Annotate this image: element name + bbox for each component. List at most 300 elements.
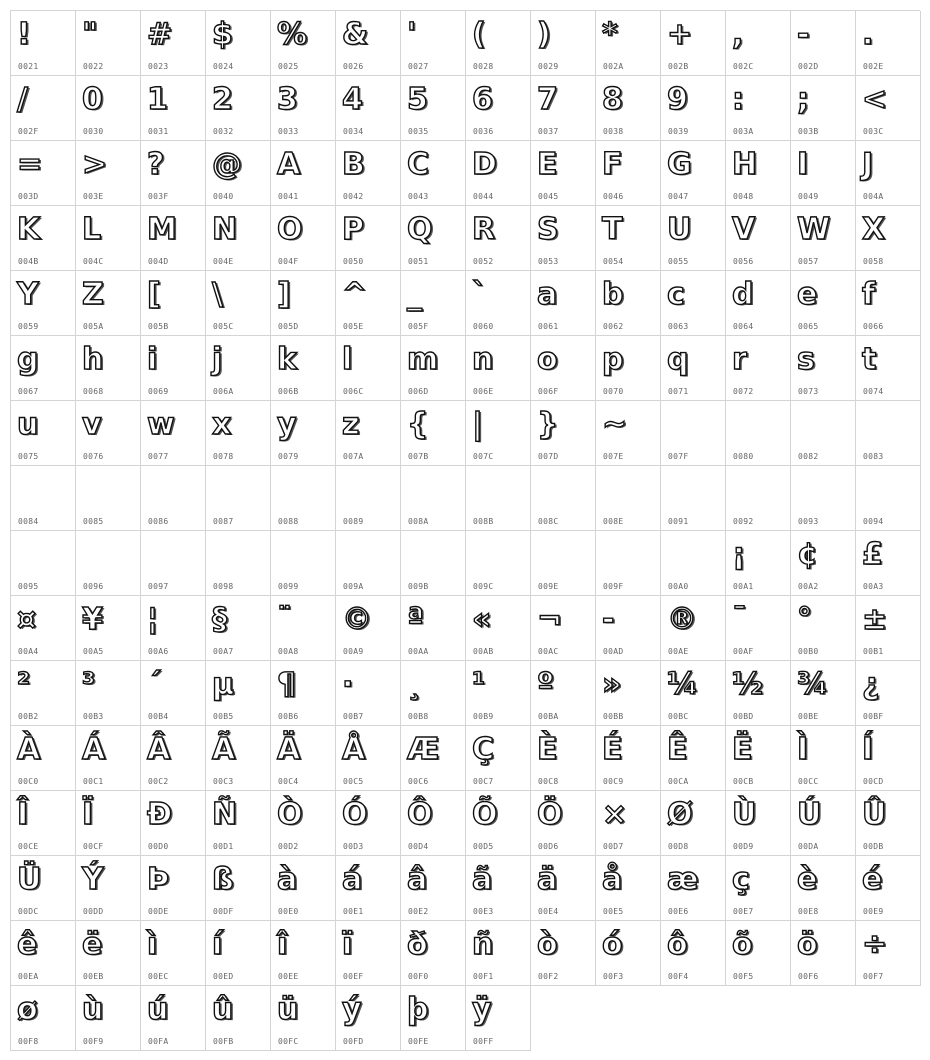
glyph-cell	[11, 726, 76, 791]
glyph-cell	[466, 726, 531, 791]
glyph-cell	[791, 76, 856, 141]
glyph-cell	[336, 726, 401, 791]
glyph-cell	[401, 921, 466, 986]
glyph-code-label: 00D2	[278, 842, 299, 851]
glyph-code-label: 007C	[473, 452, 494, 461]
glyph-sample: h	[82, 342, 103, 377]
glyph-cell	[661, 76, 726, 141]
glyph-sample: á	[342, 862, 362, 897]
glyph-cell	[401, 206, 466, 271]
glyph-cell	[661, 596, 726, 661]
glyph-code-label: 004A	[863, 192, 884, 201]
glyph-sample: U	[667, 212, 691, 247]
glyph-code-label: 00A3	[863, 582, 884, 591]
glyph-cell	[726, 466, 791, 531]
glyph-cell	[141, 856, 206, 921]
glyph-sample: Ù	[732, 797, 756, 832]
glyph-cell	[856, 921, 921, 986]
glyph-code-label: 00E5	[603, 907, 624, 916]
glyph-code-label: 00D7	[603, 842, 624, 851]
glyph-cell	[11, 206, 76, 271]
glyph-cell	[726, 596, 791, 661]
glyph-cell	[206, 856, 271, 921]
glyph-cell	[661, 856, 726, 921]
glyph-cell	[401, 271, 466, 336]
glyph-cell	[271, 856, 336, 921]
glyph-sample: õ	[732, 927, 752, 962]
glyph-cell	[531, 661, 596, 726]
glyph-cell	[271, 986, 336, 1051]
glyph-cell	[206, 466, 271, 531]
glyph-sample: N	[212, 212, 237, 247]
glyph-code-label: 00C8	[538, 777, 559, 786]
glyph-sample: z	[342, 407, 359, 442]
glyph-sample: d	[732, 277, 753, 312]
glyph-sample: ë	[82, 927, 102, 962]
glyph-code-label: 00D0	[148, 842, 169, 851]
glyph-sample: c	[667, 277, 684, 312]
glyph-sample: H	[732, 147, 757, 182]
glyph-code-label: 0079	[278, 452, 299, 461]
glyph-code-label: 00A9	[343, 647, 364, 656]
glyph-code-label: 00B5	[213, 712, 234, 721]
glyph-code-label: 0068	[83, 387, 104, 396]
glyph-code-label: 00A8	[278, 647, 299, 656]
glyph-sample: "	[82, 17, 97, 52]
glyph-code-label: 00A1	[733, 582, 754, 591]
glyph-cell	[661, 921, 726, 986]
glyph-code-label: 0093	[798, 517, 819, 526]
glyph-code-label: 005B	[148, 322, 169, 331]
glyph-cell	[726, 856, 791, 921]
glyph-code-label: 00E2	[408, 907, 429, 916]
glyph-code-label: 00E8	[798, 907, 819, 916]
glyph-code-label: 0036	[473, 127, 494, 136]
glyph-sample: Z	[82, 277, 103, 312]
glyph-sample: ×	[602, 797, 627, 832]
glyph-sample: û	[212, 992, 233, 1027]
glyph-code-label: 00D5	[473, 842, 494, 851]
glyph-code-label: 0085	[83, 517, 104, 526]
glyph-sample: Ë	[732, 732, 752, 767]
glyph-code-label: 008E	[603, 517, 624, 526]
glyph-sample: f	[862, 277, 875, 312]
glyph-sample: 8	[602, 82, 622, 117]
glyph-cell	[661, 271, 726, 336]
glyph-code-label: 00C3	[213, 777, 234, 786]
glyph-cell	[531, 856, 596, 921]
glyph-cell	[531, 466, 596, 531]
glyph-sample: ç	[732, 862, 749, 897]
glyph-sample: Å	[342, 732, 365, 767]
glyph-sample: J	[862, 147, 873, 182]
glyph-cell	[141, 596, 206, 661]
glyph-cell	[76, 271, 141, 336]
glyph-sample: à	[277, 862, 297, 897]
glyph-cell	[11, 76, 76, 141]
glyph-code-label: 0099	[278, 582, 299, 591]
glyph-code-label: 0094	[863, 517, 884, 526]
glyph-code-label: 00AE	[668, 647, 689, 656]
glyph-cell	[466, 596, 531, 661]
glyph-sample: §	[212, 602, 226, 637]
glyph-cell	[206, 206, 271, 271]
glyph-sample: ¤	[17, 602, 36, 637]
glyph-sample: ÷	[862, 927, 887, 962]
glyph-cell	[401, 466, 466, 531]
glyph-code-label: 003A	[733, 127, 754, 136]
glyph-sample: r	[732, 342, 746, 377]
glyph-cell	[141, 726, 206, 791]
glyph-code-label: 0061	[538, 322, 559, 331]
glyph-sample: 2	[212, 82, 232, 117]
glyph-code-label: 0044	[473, 192, 494, 201]
glyph-sample: ê	[17, 927, 37, 962]
glyph-sample: ¸	[407, 667, 421, 702]
glyph-code-label: 00AF	[733, 647, 754, 656]
glyph-sample: -	[797, 17, 809, 52]
glyph-code-label: 0040	[213, 192, 234, 201]
glyph-code-label: 00F9	[83, 1037, 104, 1046]
glyph-code-label: 0028	[473, 62, 494, 71]
glyph-cell	[271, 921, 336, 986]
glyph-sample: ¨	[277, 602, 291, 637]
glyph-sample: *	[602, 17, 617, 52]
glyph-sample: a	[537, 277, 557, 312]
glyph-sample: ¥	[82, 602, 102, 637]
glyph-sample: 3	[277, 82, 297, 117]
glyph-sample: É	[602, 732, 622, 767]
glyph-cell	[401, 401, 466, 466]
glyph-code-label: 0043	[408, 192, 429, 201]
glyph-code-label: 0095	[18, 582, 39, 591]
glyph-code-label: 0059	[18, 322, 39, 331]
glyph-sample: Ú	[797, 797, 821, 832]
glyph-code-label: 003F	[148, 192, 169, 201]
glyph-sample: Ø	[667, 797, 692, 832]
glyph-sample: ú	[147, 992, 168, 1027]
glyph-cell	[466, 986, 531, 1051]
glyph-sample: ~	[602, 407, 627, 442]
glyph-sample: ©	[342, 602, 371, 637]
glyph-cell	[856, 596, 921, 661]
glyph-sample: A	[277, 147, 300, 182]
glyph-sample: b	[602, 277, 623, 312]
glyph-cell	[791, 596, 856, 661]
glyph-code-label: 00FB	[213, 1037, 234, 1046]
glyph-code-label: 0062	[603, 322, 624, 331]
glyph-cell	[856, 466, 921, 531]
glyph-grid	[10, 10, 920, 1051]
glyph-code-label: 006E	[473, 387, 494, 396]
glyph-cell	[11, 271, 76, 336]
glyph-code-label: 0026	[343, 62, 364, 71]
glyph-code-label: 00E4	[538, 907, 559, 916]
glyph-sample: L	[82, 212, 101, 247]
glyph-code-label: 0084	[18, 517, 39, 526]
glyph-sample: å	[602, 862, 622, 897]
glyph-code-label: 00C4	[278, 777, 299, 786]
glyph-cell	[336, 336, 401, 401]
glyph-cell	[271, 206, 336, 271]
glyph-code-label: 008C	[538, 517, 559, 526]
glyph-cell	[76, 206, 141, 271]
glyph-cell	[401, 11, 466, 76]
glyph-code-label: 00E7	[733, 907, 754, 916]
glyph-sample: Ä	[277, 732, 300, 767]
glyph-code-label: 00D6	[538, 842, 559, 851]
glyph-code-label: 005E	[343, 322, 364, 331]
glyph-sample: ½	[732, 667, 763, 702]
glyph-cell	[856, 401, 921, 466]
glyph-cell	[791, 531, 856, 596]
glyph-sample: F	[602, 147, 622, 182]
glyph-sample: â	[407, 862, 427, 897]
glyph-sample: '	[407, 17, 416, 52]
glyph-cell	[661, 336, 726, 401]
glyph-cell	[531, 336, 596, 401]
glyph-cell	[76, 726, 141, 791]
glyph-code-label: 00C1	[83, 777, 104, 786]
glyph-cell	[271, 531, 336, 596]
glyph-cell	[141, 986, 206, 1051]
glyph-code-label: 004D	[148, 257, 169, 266]
glyph-sample: j	[212, 342, 222, 377]
glyph-cell	[531, 596, 596, 661]
glyph-code-label: 0034	[343, 127, 364, 136]
glyph-cell	[206, 596, 271, 661]
glyph-code-label: 0077	[148, 452, 169, 461]
glyph-cell	[76, 921, 141, 986]
glyph-cell	[466, 791, 531, 856]
glyph-cell	[76, 11, 141, 76]
glyph-code-label: 00F1	[473, 972, 494, 981]
glyph-sample: Ð	[147, 797, 172, 832]
glyph-code-label: 00CB	[733, 777, 754, 786]
glyph-code-label: 0022	[83, 62, 104, 71]
glyph-code-label: 00C9	[603, 777, 624, 786]
glyph-cell	[141, 336, 206, 401]
glyph-code-label: 00D8	[668, 842, 689, 851]
glyph-sample: ±	[862, 602, 887, 637]
glyph-code-label: 00F6	[798, 972, 819, 981]
glyph-cell	[141, 11, 206, 76]
glyph-sample: .	[862, 17, 873, 52]
glyph-cell	[596, 466, 661, 531]
glyph-code-label: 0027	[408, 62, 429, 71]
glyph-sample: Ö	[537, 797, 562, 832]
glyph-cell	[11, 401, 76, 466]
glyph-sample: /	[17, 82, 27, 117]
glyph-sample: Ç	[472, 732, 494, 767]
glyph-cell	[661, 401, 726, 466]
glyph-code-label: 00F2	[538, 972, 559, 981]
glyph-sample: S	[537, 212, 558, 247]
glyph-cell	[726, 76, 791, 141]
glyph-sample: £	[862, 537, 882, 572]
glyph-code-label: 00E3	[473, 907, 494, 916]
glyph-code-label: 0039	[668, 127, 689, 136]
glyph-code-label: 0097	[148, 582, 169, 591]
glyph-cell	[336, 596, 401, 661]
glyph-sample: }	[537, 407, 558, 442]
glyph-code-label: 0071	[668, 387, 689, 396]
glyph-code-label: 0031	[148, 127, 169, 136]
glyph-cell	[206, 336, 271, 401]
glyph-sample: Ô	[407, 797, 432, 832]
glyph-cell	[401, 336, 466, 401]
glyph-sample: \	[212, 277, 222, 312]
glyph-cell	[856, 336, 921, 401]
glyph-code-label: 0056	[733, 257, 754, 266]
glyph-code-label: 00AB	[473, 647, 494, 656]
glyph-sample: Ó	[342, 797, 367, 832]
glyph-sample: Ã	[212, 732, 235, 767]
glyph-cell	[401, 661, 466, 726]
glyph-cell	[661, 141, 726, 206]
glyph-sample: v	[82, 407, 101, 442]
glyph-cell	[596, 76, 661, 141]
glyph-code-label: 00BB	[603, 712, 624, 721]
glyph-sample: 6	[472, 82, 492, 117]
glyph-cell	[466, 141, 531, 206]
glyph-cell	[726, 726, 791, 791]
glyph-sample: k	[277, 342, 296, 377]
glyph-sample: ü	[277, 992, 298, 1027]
glyph-sample: E	[537, 147, 557, 182]
glyph-cell	[206, 76, 271, 141]
glyph-code-label: 0023	[148, 62, 169, 71]
glyph-cell	[531, 921, 596, 986]
glyph-code-label: 0087	[213, 517, 234, 526]
glyph-code-label: 0067	[18, 387, 39, 396]
glyph-sample: %	[277, 17, 307, 52]
glyph-code-label: 0032	[213, 127, 234, 136]
glyph-sample: ï	[342, 927, 352, 962]
glyph-code-label: 00EE	[278, 972, 299, 981]
glyph-code-label: 0051	[408, 257, 429, 266]
glyph-code-label: 009A	[343, 582, 364, 591]
glyph-cell	[531, 141, 596, 206]
glyph-sample: ¹	[472, 667, 485, 702]
glyph-cell	[856, 271, 921, 336]
glyph-cell	[661, 466, 726, 531]
glyph-code-label: 00BC	[668, 712, 689, 721]
glyph-cell	[596, 921, 661, 986]
glyph-cell	[726, 11, 791, 76]
glyph-sample: s	[797, 342, 814, 377]
glyph-code-label: 00DA	[798, 842, 819, 851]
glyph-code-label: 00C0	[18, 777, 39, 786]
glyph-code-label: 0021	[18, 62, 39, 71]
glyph-sample: u	[17, 407, 38, 442]
glyph-code-label: 00CD	[863, 777, 884, 786]
glyph-cell	[76, 336, 141, 401]
glyph-cell	[856, 11, 921, 76]
glyph-code-label: 006C	[343, 387, 364, 396]
glyph-code-label: 00A6	[148, 647, 169, 656]
glyph-sample: Í	[862, 732, 873, 767]
glyph-cell	[661, 206, 726, 271]
glyph-sample: K	[17, 212, 40, 247]
glyph-code-label: 002D	[798, 62, 819, 71]
glyph-code-label: 00BE	[798, 712, 819, 721]
glyph-sample: ¬	[537, 602, 562, 637]
glyph-sample: º	[537, 667, 553, 702]
glyph-cell	[661, 11, 726, 76]
glyph-sample: »	[602, 667, 621, 702]
glyph-cell	[596, 791, 661, 856]
glyph-sample: V	[732, 212, 755, 247]
glyph-code-label: 0038	[603, 127, 624, 136]
glyph-code-label: 0075	[18, 452, 39, 461]
glyph-cell	[401, 726, 466, 791]
glyph-cell	[466, 401, 531, 466]
glyph-cell	[791, 336, 856, 401]
glyph-cell	[596, 336, 661, 401]
glyph-cell	[661, 661, 726, 726]
glyph-code-label: 00D3	[343, 842, 364, 851]
glyph-sample: Ì	[797, 732, 808, 767]
glyph-cell	[206, 986, 271, 1051]
glyph-sample: X	[862, 212, 885, 247]
glyph-sample: Á	[82, 732, 105, 767]
glyph-code-label: 009E	[538, 582, 559, 591]
glyph-cell	[531, 76, 596, 141]
glyph-code-label: 0049	[798, 192, 819, 201]
glyph-code-label: 00E1	[343, 907, 364, 916]
glyph-sample: W	[797, 212, 830, 247]
glyph-sample: !	[17, 17, 30, 52]
glyph-code-label: 005F	[408, 322, 429, 331]
glyph-code-label: 0055	[668, 257, 689, 266]
glyph-code-label: 00CC	[798, 777, 819, 786]
glyph-cell	[466, 11, 531, 76]
glyph-cell	[76, 531, 141, 596]
glyph-code-label: 00DD	[83, 907, 104, 916]
glyph-code-label: 00B0	[798, 647, 819, 656]
glyph-code-label: 0057	[798, 257, 819, 266]
glyph-sample: t	[862, 342, 876, 377]
glyph-sample: y	[277, 407, 296, 442]
glyph-code-label: 003C	[863, 127, 884, 136]
glyph-sample: 5	[407, 82, 427, 117]
glyph-code-label: 00FD	[343, 1037, 364, 1046]
glyph-cell	[596, 726, 661, 791]
glyph-sample: Ê	[667, 732, 687, 767]
glyph-code-label: 0058	[863, 257, 884, 266]
glyph-sample: ^	[342, 277, 367, 312]
glyph-cell	[726, 206, 791, 271]
glyph-sample: 7	[537, 82, 557, 117]
glyph-sample: Õ	[472, 797, 497, 832]
glyph-cell	[11, 921, 76, 986]
glyph-cell	[206, 661, 271, 726]
glyph-sample: ¯	[732, 602, 746, 637]
glyph-cell	[336, 271, 401, 336]
glyph-code-label: 00C2	[148, 777, 169, 786]
glyph-code-label: 002A	[603, 62, 624, 71]
glyph-code-label: 003B	[798, 127, 819, 136]
glyph-cell	[531, 206, 596, 271]
glyph-code-label: 0047	[668, 192, 689, 201]
glyph-sample: g	[17, 342, 38, 377]
glyph-code-label: 0035	[408, 127, 429, 136]
glyph-cell	[141, 661, 206, 726]
glyph-code-label: 0065	[798, 322, 819, 331]
glyph-cell	[271, 141, 336, 206]
glyph-cell	[336, 466, 401, 531]
